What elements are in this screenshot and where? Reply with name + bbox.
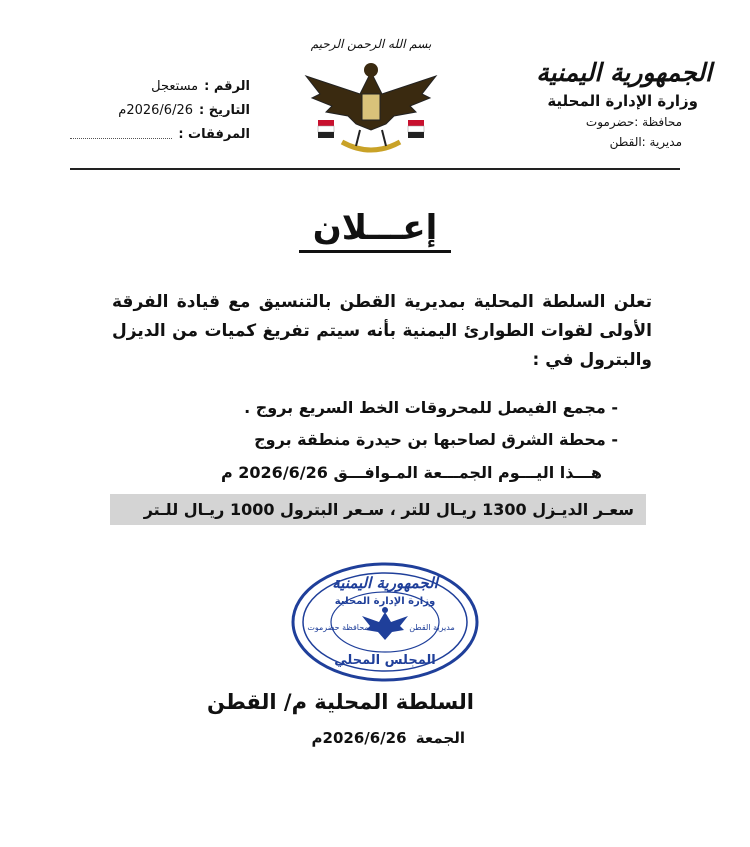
district-name: مديرية :القطن xyxy=(609,135,682,149)
ref-value: مستعجل xyxy=(151,79,199,94)
eagle-icon xyxy=(302,54,440,164)
day-date-line: هـــذا اليـــوم الجمـــعة المـوافـــق 2026/6/26 م xyxy=(220,463,602,482)
letterhead-ministry xyxy=(502,56,712,152)
stamp-country: الجمهورية اليمنية xyxy=(332,574,438,592)
basmala-text: بسم الله الرحمن الرحيم xyxy=(310,37,432,51)
stamp-council: المجلس المحلي xyxy=(334,653,436,668)
official-stamp xyxy=(290,560,480,685)
date-label: التاريخ : xyxy=(199,103,250,118)
document-meta xyxy=(70,75,250,147)
stamp-governorate: محافظة حضرموت xyxy=(307,623,369,632)
signature-date: 2026/6/26م xyxy=(311,729,407,747)
station-item-1: - مجمع الفيصل للمحروقات الخط السريع بروج . xyxy=(244,398,618,417)
announcement-title xyxy=(0,208,750,248)
station-item-2: - محطة الشرق لصاحبها بن حيدرة منطقة بروج xyxy=(254,430,618,449)
yemen-emblem xyxy=(296,34,446,164)
stamp-district: مديرية القطن xyxy=(409,623,455,632)
stamp-eagle-icon xyxy=(362,607,408,640)
country-name: الجمهورية اليمنية xyxy=(536,58,712,87)
header-divider xyxy=(70,168,680,170)
ministry-name: وزارة الإدارة المحلية xyxy=(547,92,698,110)
title-text: إعـــلان xyxy=(299,208,452,253)
attachments-label: المرفقات : xyxy=(178,127,250,142)
ref-label: الرقم : xyxy=(204,79,250,94)
date-value: 2026/6/26م xyxy=(118,103,194,118)
price-banner: سعـر الديـزل 1300 ريـال للتر ، سـعر البترول 1000 ريـال للـتر xyxy=(110,494,646,525)
signature-day: الجمعة xyxy=(415,729,465,747)
announcement-intro: تعلن السلطة المحلية بمديرية القطن بالتنسيق مع قيادة الفرقة الأولى لقوات الطوارئ اليمنية بأنه سيتم تفريغ كميات من الديزل والبترول في : xyxy=(112,292,652,370)
governorate-name: محافظة :حضرموت xyxy=(585,115,682,129)
signature-date-line xyxy=(312,729,465,747)
attachments-dots xyxy=(70,123,172,139)
signature-authority: السلطة المحلية م/ القطن xyxy=(207,690,474,714)
stamp-ministry: وزارة الإدارة المحلية xyxy=(334,596,436,607)
